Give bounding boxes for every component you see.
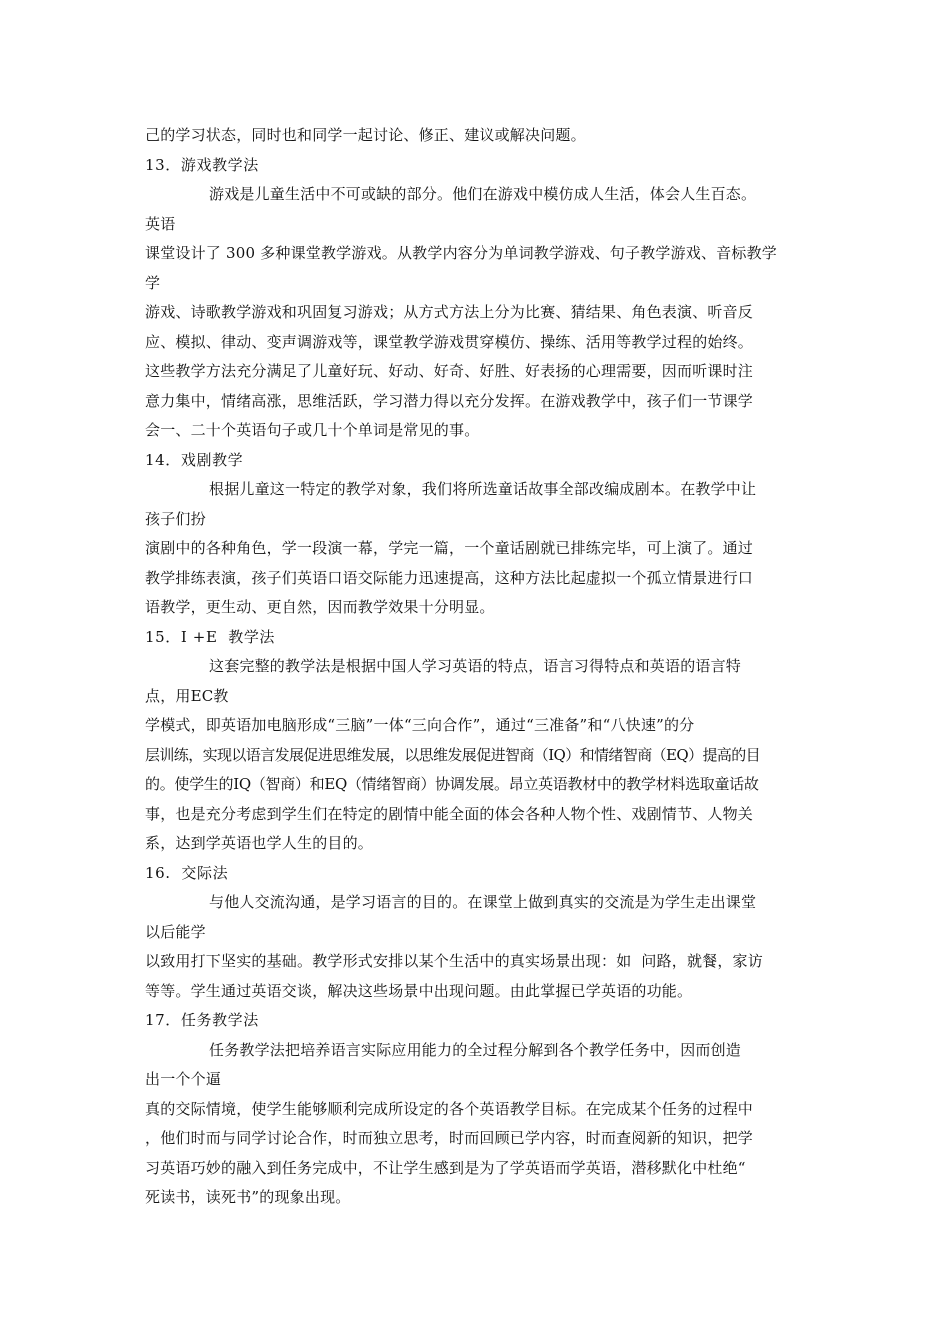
- text-line: 的。使学生的IQ（智商）和EQ（情绪智商）协调发展。昂立英语教材中的教学材料选取童话故: [145, 775, 759, 793]
- paragraph-first-line: 游戏是儿童生活中不可或缺的部分。他们在游戏中模仿成人生活，体会人生百态。: [209, 185, 757, 203]
- text-line: 出一个个逼: [145, 1070, 222, 1088]
- section-heading: 14．戏剧教学: [145, 450, 244, 469]
- paragraph-first-line: 这套完整的教学法是根据中国人学习英语的特点，语言习得特点和英语的语言特: [209, 657, 742, 675]
- section-heading: 13．游戏教学法: [145, 155, 259, 174]
- text-line: 应、模拟、律动、变声调游戏等，课堂教学游戏贯穿模仿、操练、活用等教学过程的始终。: [145, 332, 754, 351]
- document-page: [145, 121, 810, 1213]
- text-line: 点，用EC教: [145, 686, 229, 705]
- text-line: 以致用打下坚实的基础。教学形式安排以某个生活中的真实场景出现：如 问路，就餐，家访: [145, 952, 763, 970]
- text-line: 死读书，读死书”的现象出现。: [145, 1188, 351, 1206]
- text-line: 演剧中的各种角色，学一段演一幕，学完一篇，一个童话剧就已排练完毕，可上演了。通过: [145, 539, 754, 557]
- paragraph-first-line: 与他人交流沟通，是学习语言的目的。在课堂上做到真实的交流是为学生走出课堂: [209, 893, 757, 911]
- text-line: 等等。学生通过英语交谈，解决这些场景中出现问题。由此掌握已学英语的功能。: [145, 981, 693, 1000]
- text-line: 英语: [145, 214, 176, 233]
- text-line: 以后能学: [145, 922, 206, 941]
- text-line: 学模式，即英语加电脑形成“三脑”一体“三向合作”，通过“三准备”和“八快速”的分: [145, 716, 695, 734]
- text-line: 系，达到学英语也学人生的目的。: [145, 834, 374, 852]
- text-line: 事，也是充分考虑到学生们在特定的剧情中能全面的体会各种人物个性、戏剧情节、人物关: [145, 804, 754, 823]
- section-heading: 17．任务教学法: [145, 1011, 259, 1029]
- text-line: 学: [145, 273, 161, 292]
- text-line: 己的学习状态，同时也和同学一起讨论、修正、建议或解决问题。: [145, 126, 586, 144]
- section-heading: 15．I +E 教学法: [145, 627, 276, 646]
- text-line: 教学排练表演，孩子们英语口语交际能力迅速提高，这种方法比起虚拟一个孤立情景进行口: [145, 568, 754, 587]
- text-line: 层训练，实现以语言发展促进思维发展，以思维发展促进智商（IQ）和情绪智商（EQ）提高的目: [145, 745, 761, 764]
- text-line: 意力集中，情绪高涨，思维活跃，学习潜力得以充分发挥。在游戏教学中，孩子们一节课学: [145, 391, 754, 410]
- text-line: 会一、二十个英语句子或几十个单词是常见的事。: [145, 421, 480, 439]
- text-line: 游戏、诗歌教学游戏和巩固复习游戏；从方式方法上分为比赛、猜结果、角色表演、听音反: [145, 303, 754, 321]
- text-line: 孩子们扮: [145, 509, 206, 528]
- paragraph-first-line: 根据儿童这一特定的教学对象，我们将所选童话故事全部改编成剧本。在教学中让: [209, 480, 757, 498]
- text-line: 课堂设计了 300 多种课堂教学游戏。从教学内容分为单词教学游戏、句子教学游戏、音标教学: [145, 244, 777, 262]
- text-line: ，他们时而与同学讨论合作，时而独立思考，时而回顾已学内容，时而查阅新的知识，把学: [145, 1129, 754, 1147]
- text-line: 习英语巧妙的融入到任务完成中，不让学生感到是为了学英语而学英语，潜移默化中杜绝“: [145, 1158, 746, 1177]
- text-line: 这些教学方法充分满足了儿童好玩、好动、好奇、好胜、好表扬的心理需要，因而听课时注: [145, 362, 754, 380]
- section-heading: 16. 交际法: [145, 863, 229, 882]
- text-line: 语教学，更生动、更自然，因而教学效果十分明显。: [145, 598, 495, 616]
- paragraph-first-line: 任务教学法把培养语言实际应用能力的全过程分解到各个教学任务中，因而创造: [209, 1040, 742, 1059]
- text-line: 真的交际情境，使学生能够顺利完成所设定的各个英语教学目标。在完成某个任务的过程中: [145, 1099, 754, 1118]
